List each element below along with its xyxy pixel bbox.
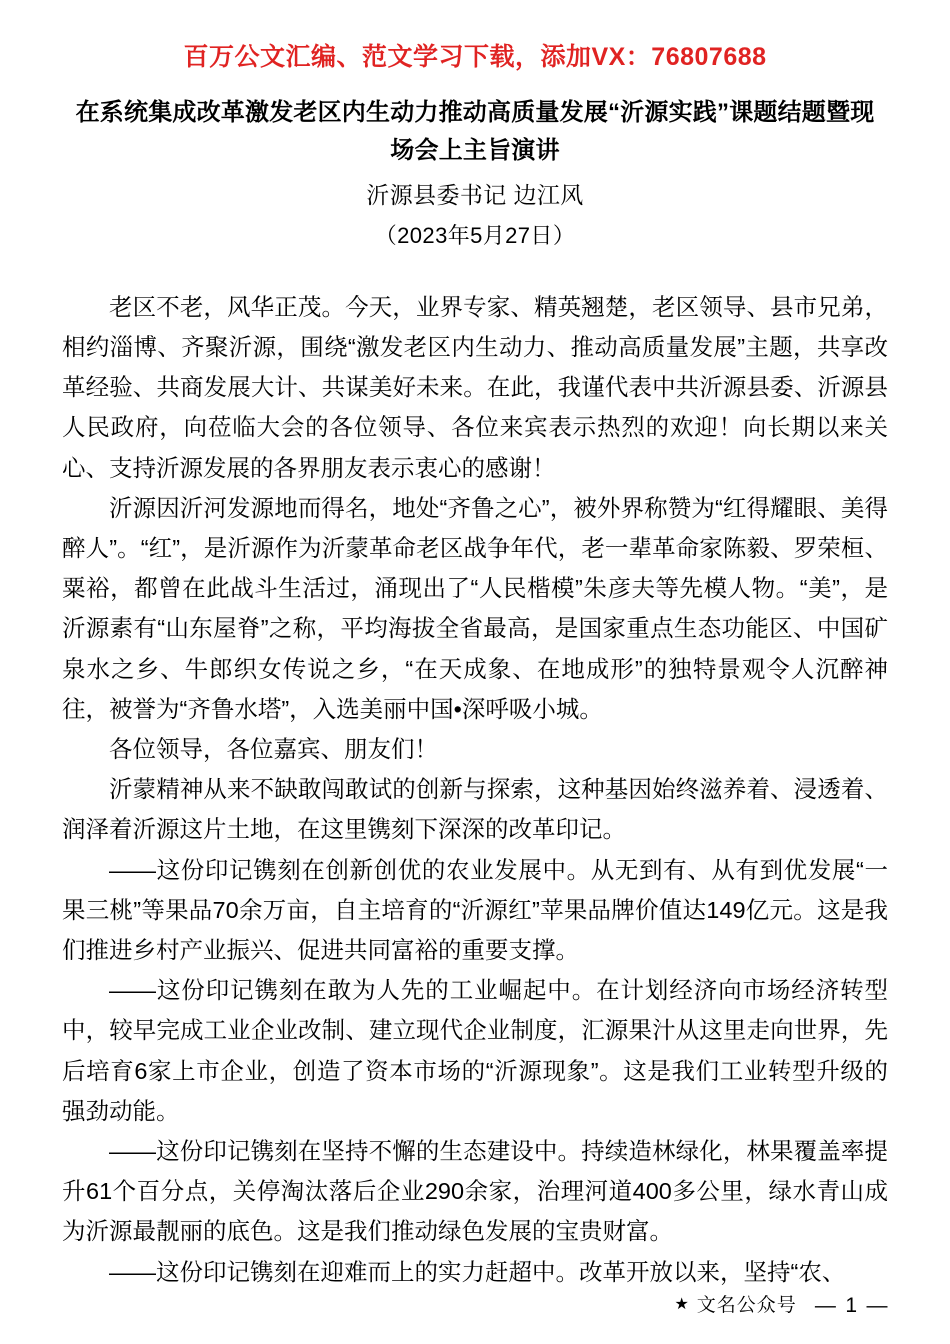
- page-number-value: 1: [845, 1294, 858, 1317]
- body-paragraph: ——这份印记镌刻在迎难而上的实力赶超中。改革开放以来，坚持“农、: [109, 1258, 846, 1285]
- body-paragraph: ——这份印记镌刻在敢为人先的工业崛起中。在计划经济向市场经济转型中，较早完成工业企业改制、建立现代企业制度，汇源果汁从这里走向世界，先后培育6家上市企业，创造了资本市场的“沂源现象”。这是我们工业转型升级的强劲动能。: [62, 977, 888, 1124]
- title-block: [62, 94, 888, 253]
- page-title: 在系统集成改革激发老区内生动力推动高质量发展“沂源实践”课题结题暨现场会上主旨演讲: [75, 99, 875, 164]
- footer-watermark-label: 文名公众号: [696, 1295, 797, 1316]
- body-paragraph: 沂源因沂河发源地而得名，地处“齐鲁之心”，被外界称赞为“红得耀眼、美得醉人”。“红”，是沂源作为沂蒙革命老区战争年代，老一辈革命家陈毅、罗荣桓、粟裕，都曾在此战斗生活过，涌现出了“人民楷模”朱彦夫等先模人物。“美”，是沂源素有“山东屋脊”之称，平均海拔全省最高，是国家重点生态功能区、中国矿泉水之乡、牛郎织女传说之乡，“在天成象、在地成形”的独特景观令人沉醉神往，被誉为“齐鲁水塔”，入选美丽中国•深呼吸小城。: [62, 494, 888, 722]
- document-body: [62, 287, 888, 1292]
- document-byline: 沂源县委书记 边江风: [366, 181, 584, 208]
- footer-watermark: [674, 1296, 796, 1315]
- page-footer: [62, 1295, 888, 1316]
- star-icon: ★: [674, 1295, 690, 1313]
- page-number-dash-right: —: [866, 1294, 888, 1317]
- document-date: （2023年5月27日）: [374, 222, 576, 248]
- body-paragraph: ——这份印记镌刻在坚持不懈的生态建设中。持续造林绿化，林果覆盖率提升61个百分点，关停淘汰落后企业290余家，治理河道400多公里，绿水青山成为沂源最靓丽的底色。这是我们推动绿色发展的宝贵财富。: [62, 1138, 888, 1245]
- body-paragraph: 沂蒙精神从来不缺敢闯敢试的创新与探索，这种基因始终滋养着、浸透着、润泽着沂源这片土地，在这里镌刻下深深的改革印记。: [62, 776, 888, 843]
- page-number: [815, 1295, 888, 1316]
- page-number-dash-left: —: [814, 1294, 837, 1317]
- promo-banner: 百万公文汇编、范文学习下载，添加VX：76807688: [183, 43, 767, 71]
- body-paragraph: ——这份印记镌刻在创新创优的农业发展中。从无到有、从有到优发展“一果三桃”等果品70余万亩，自主培育的“沂源红”苹果品牌价值达149亿元。这是我们推进乡村产业振兴、促进共同富裕的重要支撑。: [62, 856, 888, 964]
- body-paragraph: 各位领导，各位嘉宾、朋友们！: [109, 736, 438, 763]
- body-paragraph: 老区不老，风华正茂。今天，业界专家、精英翘楚，老区领导、县市兄弟，相约淄博、齐聚沂源，围绕“激发老区内生动力、推动高质量发展”主题，共享改革经验、共商发展大计、共谋美好未来。在此，我谨代表中共沂源县委、沂源县人民政府，向莅临大会的各位领导、各位来宾表示热烈的欢迎！向长期以来关心、支持沂源发展的各界朋友表示衷心的感谢！: [62, 293, 888, 481]
